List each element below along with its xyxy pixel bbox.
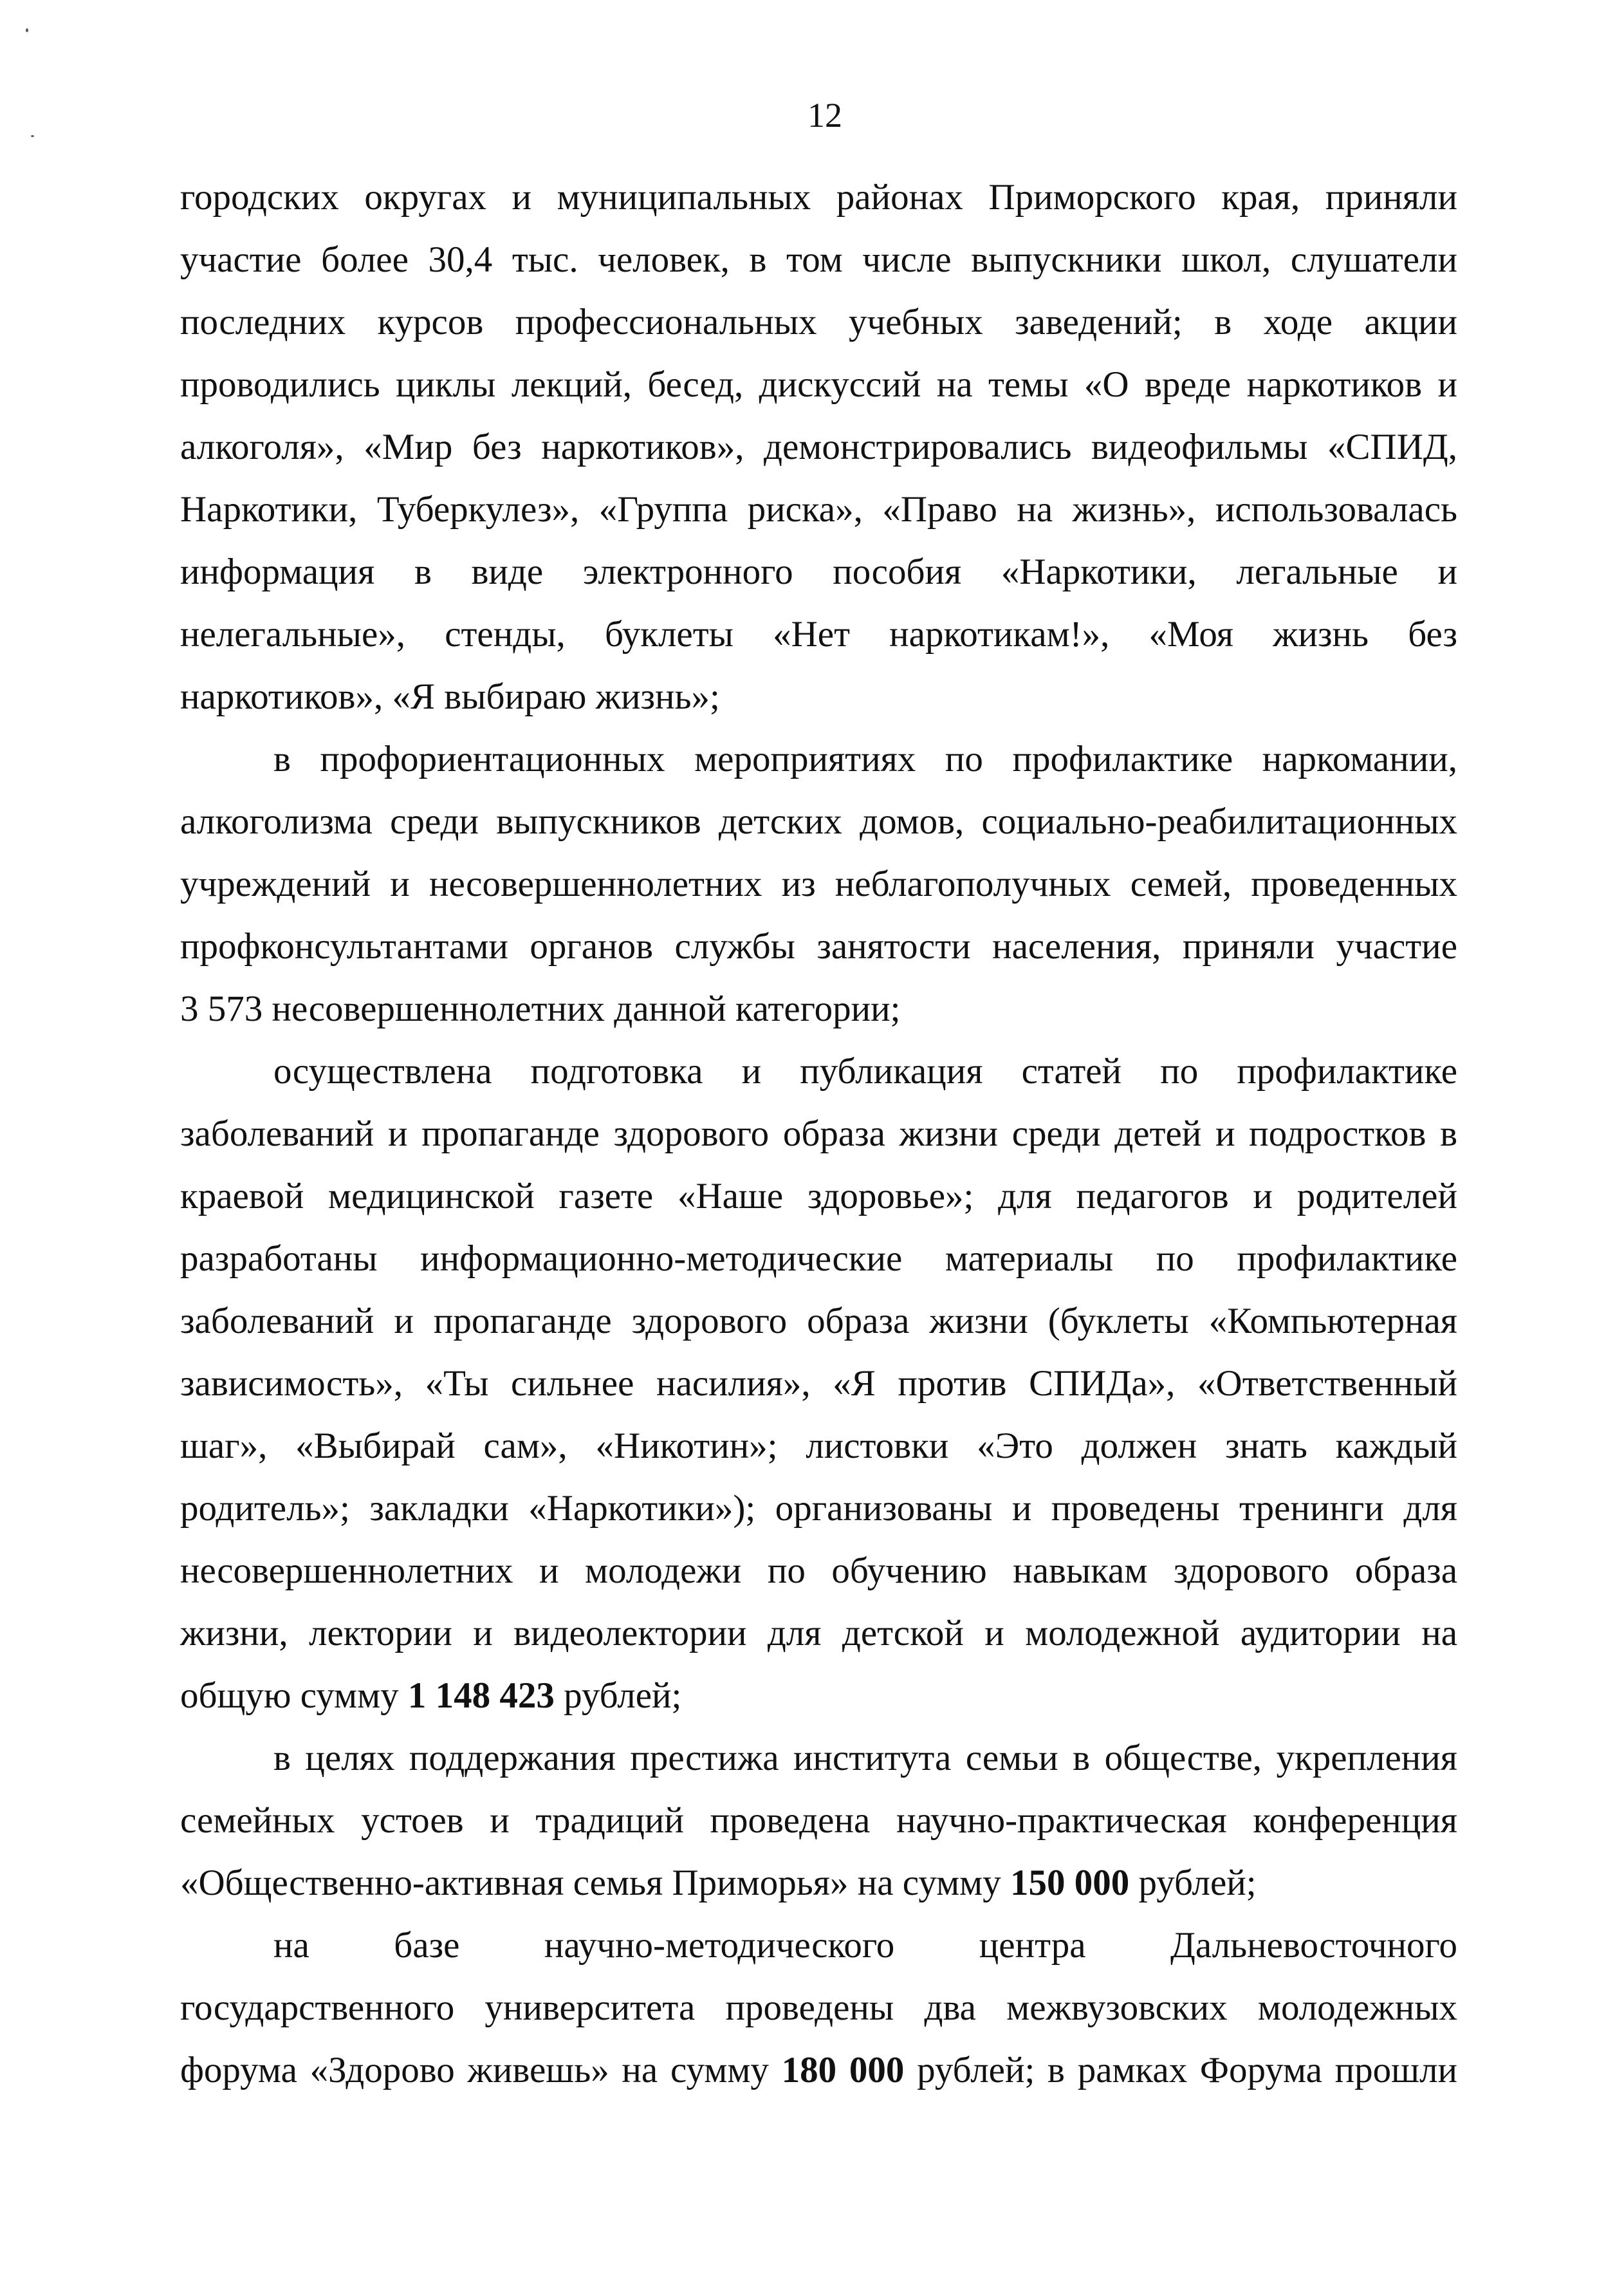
text-line <box>180 978 1457 1040</box>
amount-bold: 180 000 <box>781 2050 905 2090</box>
text-line <box>180 1040 1457 1102</box>
text-segment: Наркотики, Туберкулез», «Группа риска», «Право на жизнь», использовалась <box>180 489 1457 530</box>
amount-bold: 1 148 423 <box>407 1675 555 1716</box>
text-segment: алкоголизма среди выпускников детских домов, социально-реабилитационных <box>180 801 1457 842</box>
text-line <box>180 1102 1457 1165</box>
text-segment: рублей; <box>1129 1863 1257 1903</box>
text-segment: жизни, лектории и видеолектории для детской и молодежной аудитории на <box>180 1613 1457 1653</box>
text-line <box>180 291 1457 353</box>
text-segment: «Общественно-активная семья Приморья» на сумму <box>180 1863 1010 1903</box>
text-line <box>180 728 1457 790</box>
text-line <box>180 1352 1457 1415</box>
text-segment: профконсультантами органов службы занятости населения, приняли участие <box>180 926 1457 967</box>
text-segment: проводились циклы лекций, бесед, дискуссий на темы «О вреде наркотиков и <box>180 364 1457 405</box>
text-segment: несовершеннолетних и молодежи по обучению навыкам здорового образа <box>180 1550 1457 1591</box>
text-segment: последних курсов профессиональных учебных заведений; в ходе акции <box>180 302 1457 342</box>
text-line <box>180 1165 1457 1227</box>
text-segment: семейных устоев и традиций проведена научно-практическая конференция <box>180 1800 1457 1841</box>
text-line <box>180 1227 1457 1290</box>
text-segment: учреждений и несовершеннолетних из неблагополучных семей, проведенных <box>180 864 1457 904</box>
text-line <box>180 603 1457 665</box>
text-line <box>180 541 1457 603</box>
text-line <box>180 478 1457 541</box>
text-segment: на базе научно-методического центра Дальневосточного <box>273 1925 1457 1966</box>
text-segment: нелегальные», стенды, буклеты «Нет наркотикам!», «Моя жизнь без <box>180 614 1457 655</box>
text-segment: разработаны информационно-методические материалы по профилактике <box>180 1238 1457 1279</box>
text-segment: государственного университета проведены два межвузовских молодежных <box>180 1987 1457 2028</box>
text-segment: городских округах и муниципальных районах Приморского края, приняли <box>180 177 1457 218</box>
text-line <box>180 416 1457 478</box>
text-segment: шаг», «Выбирай сам», «Никотин»; листовки «Это должен знать каждый <box>180 1426 1457 1466</box>
text-segment: осуществлена подготовка и публикация статей по профилактике <box>273 1051 1457 1092</box>
text-segment: участие более 30,4 тыс. человек, в том числе выпускники школ, слушатели <box>180 239 1457 280</box>
text-segment: заболеваний и пропаганде здорового образа жизни среди детей и подростков в <box>180 1113 1457 1154</box>
text-segment: рублей; <box>554 1675 682 1716</box>
text-segment: форума «Здорово живешь» на сумму <box>180 2050 782 2090</box>
text-segment: 3 573 несовершеннолетних данной категории; <box>180 989 901 1029</box>
text-line <box>180 228 1457 291</box>
text-segment: родитель»; закладки «Наркотики»); организованы и проведены тренинги для <box>180 1488 1457 1529</box>
text-line <box>180 853 1457 915</box>
amount-bold: 150 000 <box>1010 1863 1130 1903</box>
text-segment: информация в виде электронного пособия «Наркотики, легальные и <box>180 552 1457 592</box>
document-body <box>180 166 1457 2101</box>
text-segment: алкоголя», «Мир без наркотиков», демонстрировались видеофильмы «СПИД, <box>180 427 1457 467</box>
text-line <box>180 1789 1457 1852</box>
text-line <box>180 2039 1457 2101</box>
page-number: 12 <box>807 96 842 135</box>
text-line <box>180 1477 1457 1540</box>
text-segment: общую сумму <box>180 1675 408 1716</box>
text-segment: в профориентационных мероприятиях по профилактике наркомании, <box>273 739 1457 779</box>
text-segment: рублей; в рамках Форума прошли <box>904 2050 1458 2090</box>
text-segment: заболеваний и пропаганде здорового образа жизни (буклеты «Компьютерная <box>180 1301 1457 1341</box>
text-line <box>180 166 1457 228</box>
scan-speck <box>26 28 28 32</box>
text-line <box>180 353 1457 416</box>
text-line <box>180 790 1457 853</box>
text-segment: краевой медицинской газете «Наше здоровье»; для педагогов и родителей <box>180 1176 1457 1216</box>
text-line <box>180 1727 1457 1789</box>
text-line <box>180 1664 1457 1727</box>
text-line <box>180 1415 1457 1477</box>
text-line <box>180 1977 1457 2039</box>
text-segment: наркотиков», «Я выбираю жизнь»; <box>180 676 720 717</box>
text-segment: зависимость», «Ты сильнее насилия», «Я против СПИДа», «Ответственный <box>180 1363 1457 1404</box>
text-line <box>180 1852 1457 1914</box>
text-line <box>180 1914 1457 1977</box>
text-line <box>180 915 1457 978</box>
text-line <box>180 1540 1457 1602</box>
text-line <box>180 1290 1457 1352</box>
text-line <box>180 665 1457 728</box>
text-segment: в целях поддержания престижа института семьи в обществе, укрепления <box>273 1738 1457 1778</box>
text-line <box>180 1602 1457 1664</box>
scan-speck <box>31 135 34 137</box>
